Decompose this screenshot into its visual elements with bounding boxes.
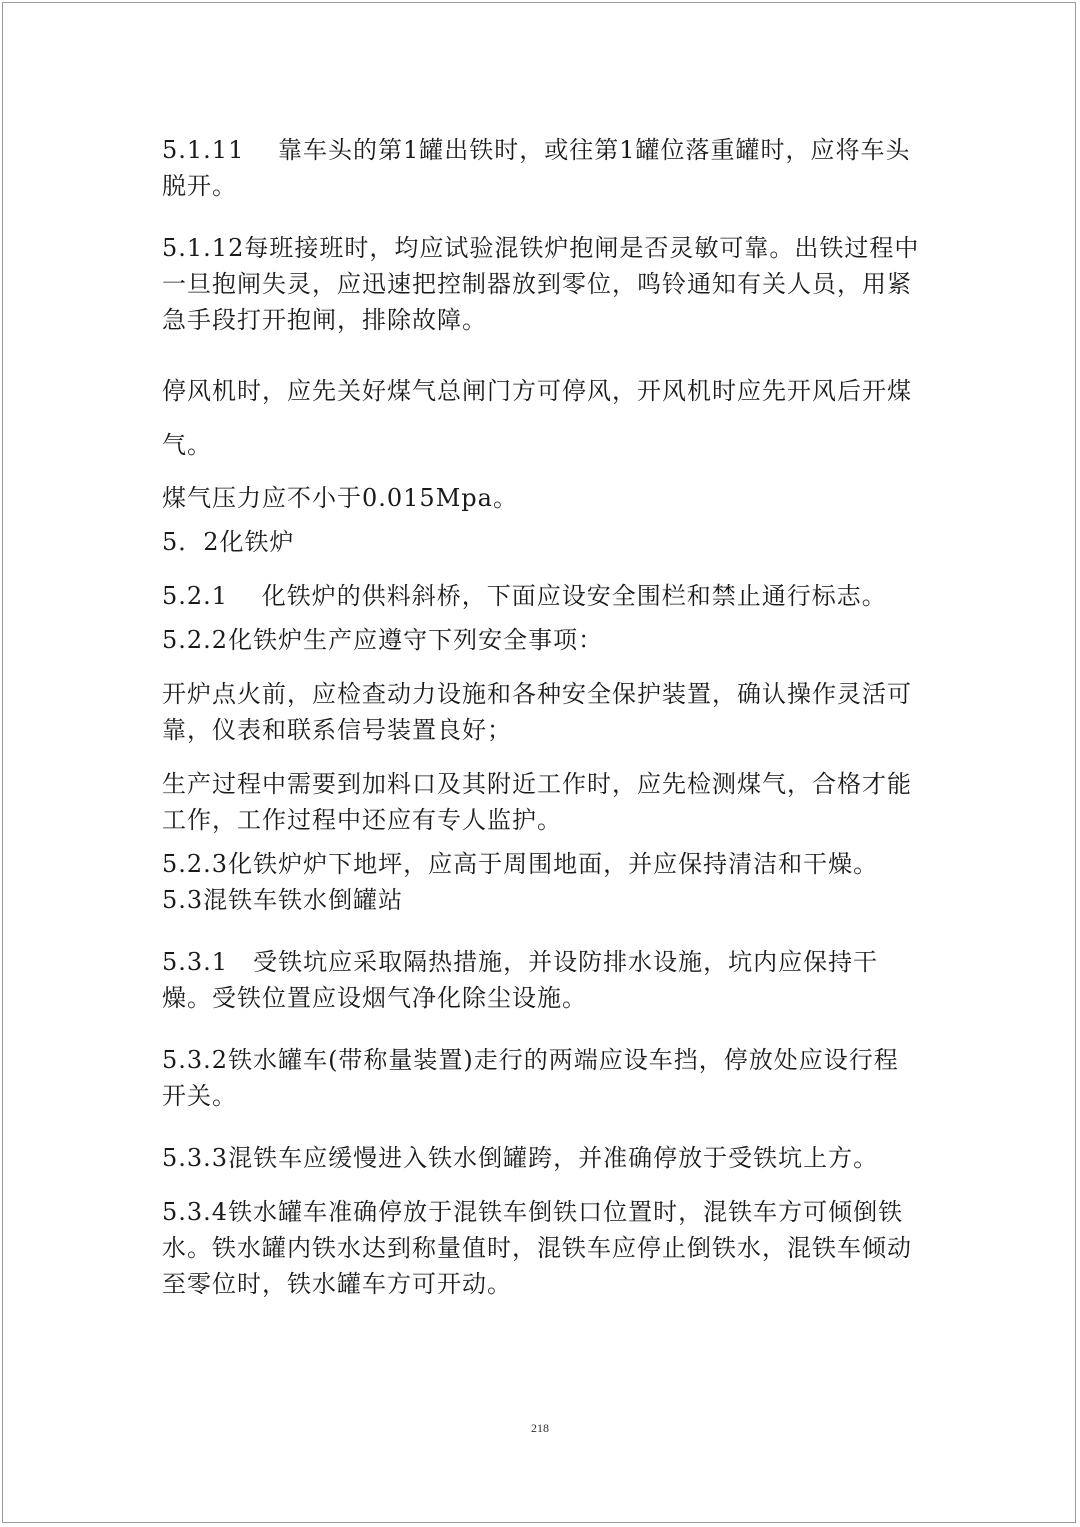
clause-5-2-2: 5.2.2化铁炉生产应遵守下列安全事项： xyxy=(162,626,604,654)
item-gas-detection: 生产过程中需要到加料口及其附近工作时，应先检测煤气，合格才能工作，工作过程中还应有专人监护。 xyxy=(162,770,912,834)
document-body xyxy=(162,132,922,1302)
clause-5-2-1: 5.2.1 化铁炉的供料斜桥，下面应设安全围栏和禁止通行标志。 xyxy=(162,582,887,610)
section-heading-5-2: 5．2化铁炉 xyxy=(162,528,295,556)
section-heading-5-3: 5.3混铁车铁水倒罐站 xyxy=(162,886,404,914)
clause-5-2-3: 5.2.3化铁炉炉下地坪，应高于周围地面，并应保持清洁和干燥。 xyxy=(162,850,879,878)
item-ignition-check: 开炉点火前，应检查动力设施和各种安全保护装置，确认操作灵活可靠，仪表和联系信号装置良好； xyxy=(162,680,912,744)
clause-5-1-12: 5.1.12每班接班时，均应试验混铁炉抱闸是否灵敏可靠。出铁过程中一旦抱闸失灵，应迅速把控制器放到零位，鸣铃通知有关人员，用紧急手段打开抱闸，排除故障。 xyxy=(162,234,920,334)
clause-5-3-1: 5.3.1 受铁坑应采取隔热措施，并设防排水设施，坑内应保持干燥。受铁位置应设烟气净化除尘设施。 xyxy=(162,948,879,1012)
clause-5-3-4: 5.3.4铁水罐车准确停放于混铁车倒铁口位置时，混铁车方可倾倒铁水。铁水罐内铁水达到称量值时，混铁车应停止倒铁水，混铁车倾动至零位时，铁水罐车方可开动。 xyxy=(162,1198,912,1298)
paragraph-gas-pressure: 煤气压力应不小于0.015Mpa。 xyxy=(162,484,518,512)
clause-5-1-11: 5.1.11 靠车头的第1罐出铁时，或往第1罐位落重罐时，应将车头脱开。 xyxy=(162,136,911,200)
paragraph-fan-stop: 停风机时，应先关好煤气总闸门方可停风，开风机时应先开风后开煤气。 xyxy=(162,377,912,459)
page-number: 218 xyxy=(531,1421,549,1435)
clause-5-3-3: 5.3.3混铁车应缓慢进入铁水倒罐跨，并准确停放于受铁坑上方。 xyxy=(162,1144,879,1172)
clause-5-3-2: 5.3.2铁水罐车(带称量装置)走行的两端应设车挡，停放处应设行程开关。 xyxy=(162,1046,899,1110)
